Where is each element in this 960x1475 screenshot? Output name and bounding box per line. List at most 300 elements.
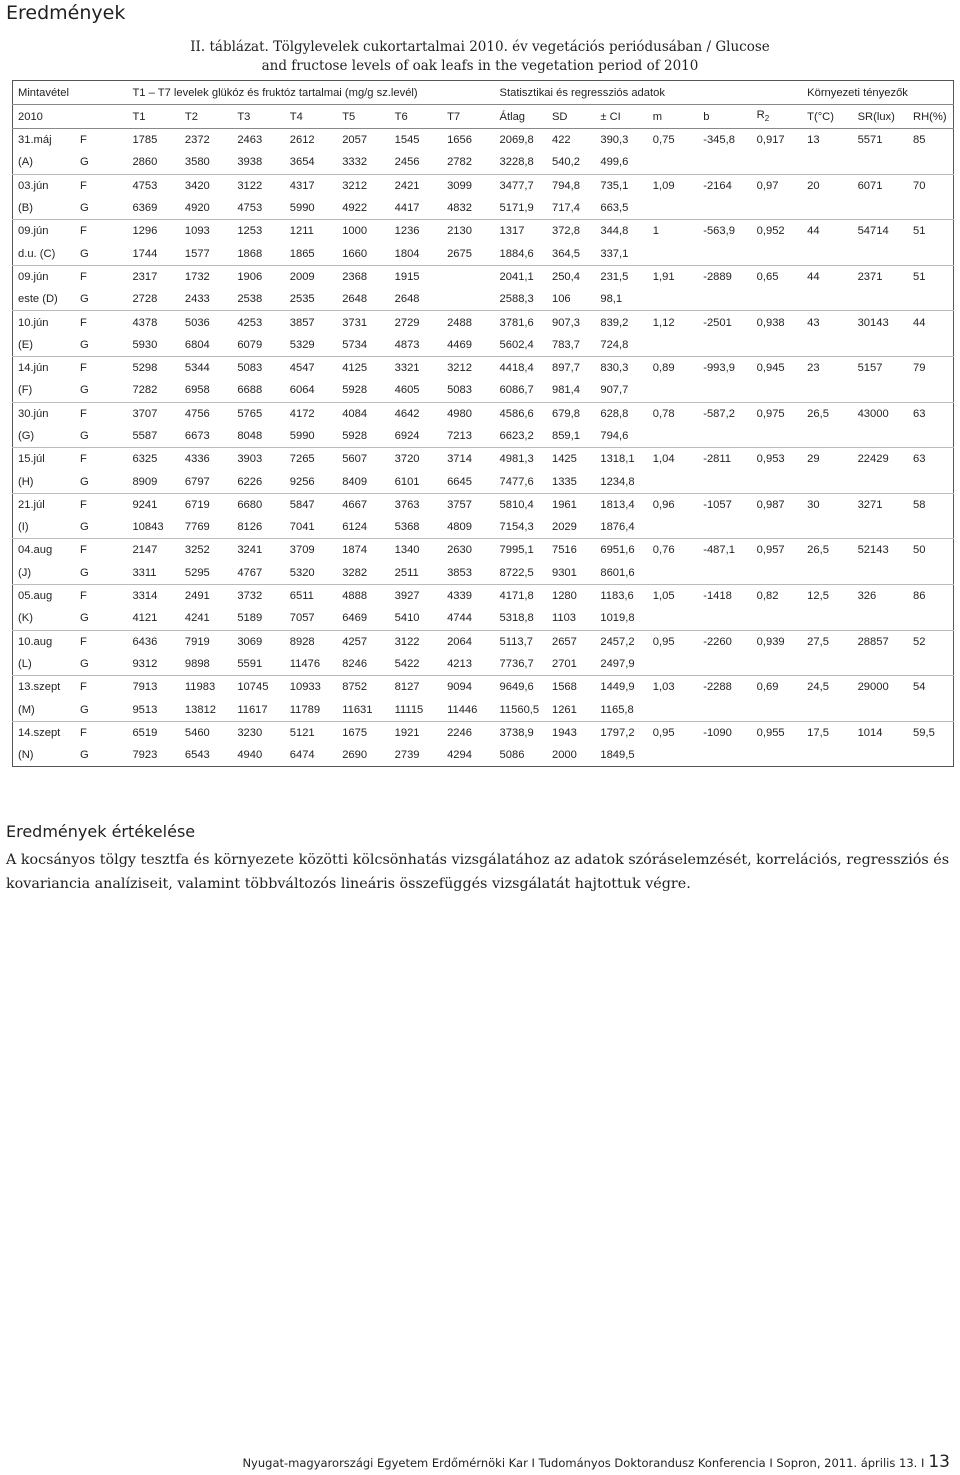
table-cell: 231,5 xyxy=(595,265,647,288)
table-cell: 1211 xyxy=(285,220,337,243)
table-cell: 7516 xyxy=(547,539,595,562)
table-cell: 5602,4 xyxy=(499,338,534,351)
table-cell: -1418 xyxy=(698,584,751,607)
column-header-row xyxy=(13,105,954,129)
table-cell: F xyxy=(75,630,127,653)
table-cell: 372,8 xyxy=(547,220,595,243)
table-cell: 830,3 xyxy=(595,356,647,379)
table-cell: 6519 xyxy=(127,721,179,744)
table-cell xyxy=(752,379,802,402)
table-cell: 3732 xyxy=(232,584,284,607)
table-cell: 7154,3 xyxy=(499,521,534,534)
table-cell: 4753 xyxy=(237,202,263,215)
table-cell: 44 xyxy=(908,311,953,334)
table-cell: 4121 xyxy=(132,612,158,625)
table-cell: 4171,8 xyxy=(495,584,547,607)
table-cell xyxy=(908,151,953,174)
table-cell: -2164 xyxy=(698,174,751,197)
table-cell: 8048 xyxy=(237,430,263,442)
table-cell: 23 xyxy=(802,356,852,379)
table-cell: 2246 xyxy=(442,721,494,744)
table-cell: 11617 xyxy=(237,703,268,716)
table-cell xyxy=(853,425,908,448)
table-cell: 6101 xyxy=(394,475,420,488)
table-row xyxy=(13,607,954,630)
table-cell: 1577 xyxy=(184,247,210,260)
table-cell: 422 xyxy=(547,129,595,152)
table-cell: 5990 xyxy=(289,430,315,442)
table-cell: 5847 xyxy=(285,493,337,516)
column-header xyxy=(75,105,127,129)
table-cell: 4605 xyxy=(394,384,420,397)
table-cell: -2288 xyxy=(698,676,751,699)
table-cell: 4753 xyxy=(127,174,179,197)
column-header: T7 xyxy=(442,105,494,129)
table-cell: 1318,1 xyxy=(595,448,647,471)
table-cell: 4336 xyxy=(180,448,232,471)
table-cell: 3477,7 xyxy=(495,174,547,197)
column-header: SD xyxy=(547,105,595,129)
column-header: ± CI xyxy=(595,105,647,129)
table-cell: 10933 xyxy=(285,676,337,699)
table-cell: 3731 xyxy=(337,311,389,334)
table-cell: -2889 xyxy=(698,265,751,288)
table-cell: 2491 xyxy=(180,584,232,607)
table-cell: 2588,3 xyxy=(499,293,534,306)
table-cell: 5571 xyxy=(853,129,908,152)
table-cell: 4417 xyxy=(394,202,420,215)
header-sampling: Mintavétel xyxy=(13,81,128,105)
table-cell: 6719 xyxy=(180,493,232,516)
table-cell xyxy=(648,516,698,539)
table-cell: 2130 xyxy=(442,220,494,243)
table-cell: 2456 xyxy=(394,156,420,169)
table-cell: G xyxy=(80,293,89,306)
column-header xyxy=(752,105,802,129)
table-cell: 52143 xyxy=(853,539,908,562)
table-cell: 6511 xyxy=(285,584,337,607)
table-cell: 5460 xyxy=(180,721,232,744)
table-cell: F xyxy=(75,539,127,562)
table-cell xyxy=(752,242,802,265)
table-cell: 0,945 xyxy=(752,356,802,379)
table-cell: 6543 xyxy=(184,749,210,762)
column-header-text: R xyxy=(756,109,765,122)
table-cell xyxy=(698,562,751,585)
table-cell: 5298 xyxy=(127,356,179,379)
evaluation-body: A kocsányos tölgy tesztfa és környezete közötti kölcsönhatás vizsgálatához az adatok szóráselemzését, korrelációs, regressziós és kovariancia analíziseit, valamint többváltozós lineáris összefüggés vizsgálatát hajtottuk végre. xyxy=(6,852,950,892)
table-cell: 1797,2 xyxy=(595,721,647,744)
table-cell: G xyxy=(80,430,89,442)
table-cell: 52 xyxy=(908,630,953,653)
table-cell: 59,5 xyxy=(908,721,953,744)
table-cell: 4378 xyxy=(127,311,179,334)
table-cell: 9513 xyxy=(132,703,158,716)
table-cell: 63 xyxy=(908,448,953,471)
table-cell: 7265 xyxy=(285,448,337,471)
table-cell xyxy=(853,334,908,357)
table-cell: 1876,4 xyxy=(600,521,635,534)
group-header-row xyxy=(13,81,954,105)
table-cell xyxy=(908,562,953,585)
table-row xyxy=(13,516,954,539)
table-cell: 2041,1 xyxy=(495,265,547,288)
page-heading: Eredmények xyxy=(6,2,126,24)
table-cell xyxy=(752,744,802,767)
table-cell xyxy=(802,288,852,311)
table-cell: 3903 xyxy=(232,448,284,471)
table-cell: 1335 xyxy=(551,475,577,488)
table-cell: 31.máj xyxy=(13,129,76,152)
table-cell: 6673 xyxy=(184,430,210,442)
table-cell xyxy=(698,470,751,493)
table-cell xyxy=(648,653,698,676)
table-cell: 0,65 xyxy=(752,265,802,288)
header-stats: Statisztikai és regressziós adatok xyxy=(495,81,803,105)
table-cell: 3122 xyxy=(390,630,442,653)
table-cell: 3757 xyxy=(442,493,494,516)
table-cell: 0,82 xyxy=(752,584,802,607)
table-cell: 4922 xyxy=(342,202,368,215)
table-cell: 27,5 xyxy=(802,630,852,653)
table-row xyxy=(13,630,954,653)
table-cell: 1865 xyxy=(289,247,315,260)
table-cell: 7913 xyxy=(127,676,179,699)
table-cell: 3927 xyxy=(390,584,442,607)
table-cell: 6474 xyxy=(289,749,315,762)
table-cell: 4642 xyxy=(390,402,442,425)
table-cell: 0,69 xyxy=(752,676,802,699)
table-cell: 794,6 xyxy=(600,430,629,442)
table-cell: 4294 xyxy=(447,749,472,762)
table-cell: 2317 xyxy=(127,265,179,288)
table-row xyxy=(13,129,954,152)
table-cell: 1921 xyxy=(390,721,442,744)
table-cell: 7041 xyxy=(289,521,315,534)
table-row xyxy=(13,653,954,676)
table-cell: 0,75 xyxy=(648,129,698,152)
table-row xyxy=(13,151,954,174)
table-cell: 1732 xyxy=(180,265,232,288)
table-cell xyxy=(908,653,953,676)
table-cell xyxy=(853,744,908,767)
table-cell: 5189 xyxy=(237,612,263,625)
table-cell: G xyxy=(80,384,89,397)
r-subscript: 2 xyxy=(764,114,770,124)
table-cell: 2675 xyxy=(447,247,472,260)
table-cell: 4547 xyxy=(285,356,337,379)
table-cell: 7923 xyxy=(132,749,158,762)
table-cell: 30.jún xyxy=(13,402,76,425)
header-env: Környezeti tényezők xyxy=(802,81,953,105)
table-cell xyxy=(802,562,852,585)
table-cell: 13.szept xyxy=(13,676,76,699)
table-cell xyxy=(752,334,802,357)
table-cell: 5422 xyxy=(394,657,420,670)
table-cell: 22429 xyxy=(853,448,908,471)
table-cell: 1884,6 xyxy=(499,247,534,260)
table-cell: 13812 xyxy=(184,703,217,716)
table-cell: 2147 xyxy=(127,539,179,562)
table-cell: 2630 xyxy=(442,539,494,562)
table-cell: 1660 xyxy=(342,247,368,260)
table-cell: (M) xyxy=(18,703,35,716)
table-cell: 4744 xyxy=(447,612,472,625)
table-cell xyxy=(908,698,953,721)
table-row xyxy=(13,539,954,562)
table-cell: 1234,8 xyxy=(600,475,635,488)
table-cell: 540,2 xyxy=(551,156,580,169)
table-cell xyxy=(648,334,698,357)
table-cell: 05.aug xyxy=(13,584,76,607)
table-cell: 2057 xyxy=(337,129,389,152)
table-cell: 2701 xyxy=(551,657,577,670)
table-cell: 5318,8 xyxy=(499,612,534,625)
table-cell: 4756 xyxy=(180,402,232,425)
table-cell: 5410 xyxy=(394,612,420,625)
table-cell: 3282 xyxy=(342,566,368,579)
table-cell: 11560,5 xyxy=(499,703,540,716)
table-cell xyxy=(802,653,852,676)
table-cell: 981,4 xyxy=(551,384,580,397)
table-cell: 2000 xyxy=(551,749,577,762)
table-cell: 1675 xyxy=(337,721,389,744)
table-cell xyxy=(648,607,698,630)
column-header: T(°C) xyxy=(802,105,852,129)
table-cell xyxy=(698,607,751,630)
column-header: T4 xyxy=(285,105,337,129)
table-cell xyxy=(752,653,802,676)
table-cell xyxy=(802,425,852,448)
table-cell: 7477,6 xyxy=(499,475,534,488)
table-cell: 5990 xyxy=(289,202,315,215)
table-cell: 5036 xyxy=(180,311,232,334)
table-cell: 326 xyxy=(853,584,908,607)
table-cell: 5734 xyxy=(342,338,368,351)
table-cell: 0,97 xyxy=(752,174,802,197)
table-cell: 1785 xyxy=(127,129,179,152)
table-cell: 13 xyxy=(802,129,852,152)
table-cell: 3332 xyxy=(342,156,368,169)
table-row xyxy=(13,311,954,334)
table-cell: 6623,2 xyxy=(499,430,534,442)
table-cell: 63 xyxy=(908,402,953,425)
table-cell: G xyxy=(80,657,89,670)
table-cell: (J) xyxy=(18,566,32,579)
table-cell: 3241 xyxy=(232,539,284,562)
table-row xyxy=(13,493,954,516)
table-cell: 4257 xyxy=(337,630,389,653)
table-row xyxy=(13,288,954,311)
table-cell: 663,5 xyxy=(600,202,629,215)
table-cell: -2260 xyxy=(698,630,751,653)
table-cell: 679,8 xyxy=(547,402,595,425)
table-cell xyxy=(908,516,953,539)
table-cell: 11789 xyxy=(289,703,321,716)
table-cell: 28857 xyxy=(853,630,908,653)
table-cell: 10745 xyxy=(232,676,284,699)
table-cell: 9241 xyxy=(127,493,179,516)
caption-line-2: and fructose levels of oak leafs in the vegetation period of 2010 xyxy=(261,58,699,74)
table-cell: 2728 xyxy=(132,293,158,306)
table-cell: 2648 xyxy=(342,293,368,306)
table-cell: 6924 xyxy=(394,430,420,442)
table-cell: 5083 xyxy=(447,384,472,397)
column-header: m xyxy=(648,105,698,129)
table-cell: 1961 xyxy=(547,493,595,516)
table-cell: 0,938 xyxy=(752,311,802,334)
table-cell: 5171,9 xyxy=(499,202,534,215)
table-cell: F xyxy=(75,356,127,379)
table-cell: G xyxy=(80,749,89,762)
table-cell: 794,8 xyxy=(547,174,595,197)
table-cell: -487,1 xyxy=(698,539,751,562)
table-cell: 54 xyxy=(908,676,953,699)
column-header: b xyxy=(698,105,751,129)
table-cell: (I) xyxy=(18,521,29,534)
table-cell: G xyxy=(80,566,89,579)
evaluation-title: Eredmények értékelése xyxy=(6,822,196,841)
table-cell: G xyxy=(80,247,89,260)
table-cell: G xyxy=(80,156,89,169)
table-cell xyxy=(802,242,852,265)
table-cell: F xyxy=(75,174,127,197)
table-cell: 11631 xyxy=(342,703,373,716)
table-cell: 85 xyxy=(908,129,953,152)
table-cell: 3212 xyxy=(337,174,389,197)
table-cell: 1874 xyxy=(337,539,389,562)
column-header: RH(%) xyxy=(908,105,953,129)
table-cell: 2421 xyxy=(390,174,442,197)
table-cell: 0,76 xyxy=(648,539,698,562)
table-cell: 51 xyxy=(908,265,953,288)
table-cell: 839,2 xyxy=(595,311,647,334)
table-cell xyxy=(853,379,908,402)
table-cell: F xyxy=(75,448,127,471)
table-cell: 1906 xyxy=(232,265,284,288)
table-cell xyxy=(752,698,802,721)
table-cell: 98,1 xyxy=(600,293,623,306)
table-cell xyxy=(853,242,908,265)
table-cell: 1804 xyxy=(394,247,420,260)
column-header: T6 xyxy=(390,105,442,129)
table-row xyxy=(13,448,954,471)
table-cell: 4586,6 xyxy=(495,402,547,425)
table-cell: 106 xyxy=(551,293,571,306)
column-header: T2 xyxy=(180,105,232,129)
table-cell xyxy=(698,379,751,402)
column-header: T5 xyxy=(337,105,389,129)
table-cell: 8127 xyxy=(390,676,442,699)
table-cell: 4213 xyxy=(447,657,472,670)
table-cell: 30 xyxy=(802,493,852,516)
table-cell xyxy=(802,516,852,539)
table-cell xyxy=(698,288,751,311)
table-cell: 735,1 xyxy=(595,174,647,197)
table-cell: 10843 xyxy=(132,521,164,534)
table-cell xyxy=(908,470,953,493)
table-cell: 4339 xyxy=(442,584,494,607)
table-cell xyxy=(752,607,802,630)
table-cell: 2488 xyxy=(442,311,494,334)
table-cell: 3420 xyxy=(180,174,232,197)
table-cell xyxy=(853,470,908,493)
table-cell xyxy=(752,425,802,448)
table-cell: 6325 xyxy=(127,448,179,471)
table-cell: (G) xyxy=(18,430,35,442)
table-cell: 43 xyxy=(802,311,852,334)
table-cell xyxy=(908,744,953,767)
table-cell: 907,7 xyxy=(600,384,629,397)
table-cell: 783,7 xyxy=(551,338,580,351)
table-cell: 3853 xyxy=(447,566,472,579)
table-cell: 724,8 xyxy=(600,338,629,351)
table-cell: 1103 xyxy=(551,612,577,625)
table-cell: 0,987 xyxy=(752,493,802,516)
table-cell: 3580 xyxy=(184,156,210,169)
table-cell xyxy=(648,151,698,174)
table-cell xyxy=(698,242,751,265)
table-cell: 9312 xyxy=(132,657,158,670)
table-cell: 337,1 xyxy=(600,247,629,260)
table-cell xyxy=(802,744,852,767)
table-cell: 4940 xyxy=(237,749,263,762)
table-cell: 04.aug xyxy=(13,539,76,562)
sugar-content-table xyxy=(12,80,954,767)
table-row xyxy=(13,470,954,493)
table-cell: 50 xyxy=(908,539,953,562)
table-cell: F xyxy=(75,721,127,744)
table-cell: 6226 xyxy=(237,475,263,488)
table-cell: -1090 xyxy=(698,721,751,744)
column-header: Átlag xyxy=(495,105,547,129)
table-cell: 8126 xyxy=(237,521,263,534)
table-cell: 1849,5 xyxy=(600,749,635,762)
table-cell: 5320 xyxy=(289,566,315,579)
table-cell: 1 xyxy=(648,220,698,243)
table-cell: 20 xyxy=(802,174,852,197)
table-cell: 344,8 xyxy=(595,220,647,243)
table-cell: 0,96 xyxy=(648,493,698,516)
table-cell: 26,5 xyxy=(802,539,852,562)
table-row xyxy=(13,584,954,607)
table-cell: 1165,8 xyxy=(600,703,634,716)
table-cell: 4241 xyxy=(184,612,210,625)
table-cell: (E) xyxy=(18,338,33,351)
table-cell: 1183,6 xyxy=(595,584,647,607)
table-cell: 2648 xyxy=(394,293,420,306)
column-header: T3 xyxy=(232,105,284,129)
table-cell: 1019,8 xyxy=(600,612,635,625)
table-cell: 03.jún xyxy=(13,174,76,197)
table-cell: 1545 xyxy=(390,129,442,152)
table-cell: 5587 xyxy=(132,430,158,442)
table-cell: 5607 xyxy=(337,448,389,471)
table-cell: 5591 xyxy=(237,657,263,670)
table-cell: 4832 xyxy=(447,202,472,215)
table-cell: 1236 xyxy=(390,220,442,243)
table-cell: (B) xyxy=(18,202,33,215)
table-cell: 1296 xyxy=(127,220,179,243)
table-cell: 5113,7 xyxy=(495,630,547,653)
table-cell: 3714 xyxy=(442,448,494,471)
table-cell: 7213 xyxy=(447,430,472,442)
table-cell: (L) xyxy=(18,657,32,670)
table-cell: 15.júl xyxy=(13,448,76,471)
table-cell: 24,5 xyxy=(802,676,852,699)
table-cell: 2009 xyxy=(285,265,337,288)
table-cell: F xyxy=(75,676,127,699)
